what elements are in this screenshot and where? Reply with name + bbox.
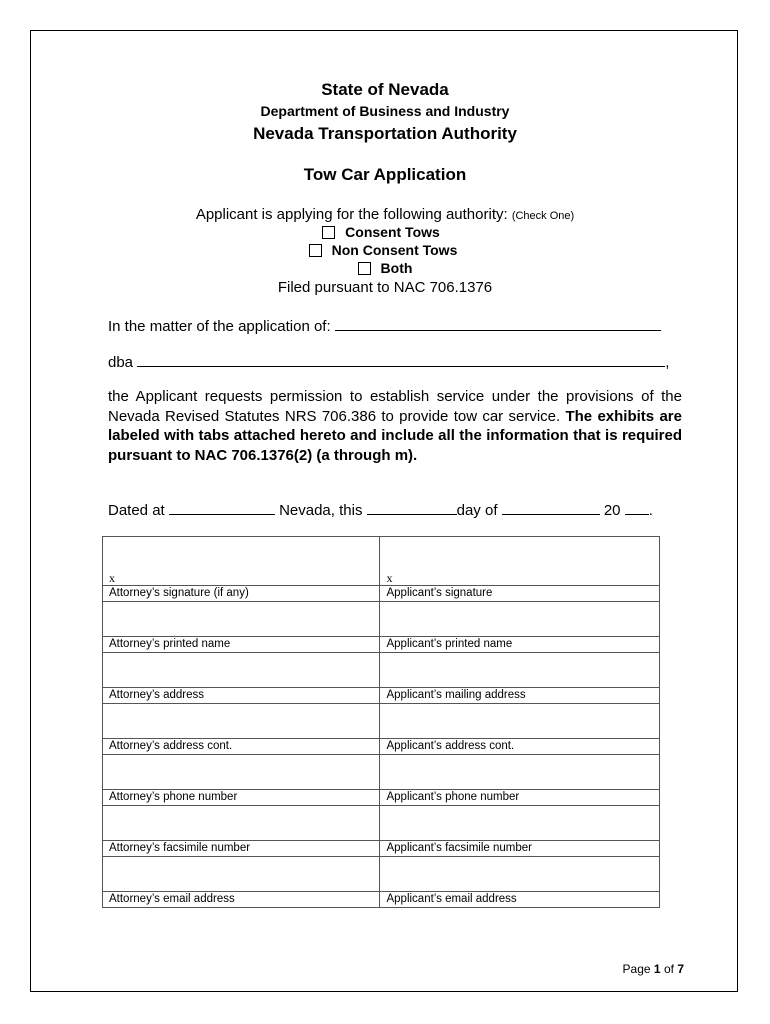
label-row bbox=[103, 841, 660, 857]
applicant-phone-field[interactable] bbox=[380, 755, 660, 790]
label-row bbox=[103, 892, 660, 908]
department-title: Department of Business and Industry bbox=[260, 103, 510, 119]
applicant-printed-name-field[interactable] bbox=[380, 602, 660, 637]
dated-at-label: Dated at bbox=[108, 502, 165, 519]
body-text: the Applicant requests permission to establish service under the provisions of the Nevada Revised Statutes NRS 706.386 to provide tow car service. bbox=[108, 388, 682, 425]
label-row bbox=[103, 790, 660, 806]
label-row bbox=[103, 637, 660, 653]
filed-pursuant: Filed pursuant to NAC 706.1376 bbox=[277, 279, 493, 296]
year-input[interactable] bbox=[625, 500, 649, 515]
attorney-printed-name-field[interactable] bbox=[103, 602, 380, 637]
month-input[interactable] bbox=[502, 500, 600, 515]
field-row bbox=[103, 704, 660, 739]
form-title: Tow Car Application bbox=[303, 165, 467, 184]
option-non-consent[interactable] bbox=[0, 242, 768, 262]
page-total: 7 bbox=[677, 962, 684, 976]
applicant-address-cont-field[interactable] bbox=[380, 704, 660, 739]
non-consent-label: Non Consent Tows bbox=[331, 242, 458, 258]
applicant-mailing-address-field[interactable] bbox=[380, 653, 660, 688]
attorney-address-cont-field[interactable] bbox=[103, 704, 380, 739]
applicant-printed-name-label: Applicant’s printed name bbox=[380, 637, 660, 653]
dba-line bbox=[108, 352, 669, 371]
attorney-signature-field[interactable] bbox=[103, 537, 380, 586]
dba-comma: , bbox=[665, 354, 670, 371]
label-row bbox=[103, 586, 660, 602]
applicant-name-input[interactable] bbox=[335, 316, 661, 331]
applicant-address-cont-label: Applicant’s address cont. bbox=[380, 739, 660, 755]
body-bold-text: The exhibits are labeled with tabs attached hereto and include all the information that is required pursuant to NAC 706.1376(2) (a through m). bbox=[108, 407, 682, 464]
attorney-printed-name-label: Attorney’s printed name bbox=[103, 637, 380, 653]
applicant-email-field[interactable] bbox=[380, 857, 660, 892]
both-label: Both bbox=[380, 260, 413, 276]
day-input[interactable] bbox=[367, 500, 457, 515]
page-current: 1 bbox=[653, 962, 661, 976]
label-row bbox=[103, 739, 660, 755]
applicant-email-label: Applicant’s email address bbox=[380, 892, 660, 908]
page-number bbox=[623, 962, 684, 976]
field-row bbox=[103, 602, 660, 637]
attorney-signature-label: Attorney’s signature (if any) bbox=[103, 586, 380, 602]
applicant-signature-label: Applicant’s signature bbox=[380, 586, 660, 602]
dated-city-input[interactable] bbox=[169, 500, 275, 515]
dated-line bbox=[108, 500, 653, 519]
x-mark: x bbox=[109, 571, 115, 585]
state-title: State of Nevada bbox=[321, 80, 449, 99]
signature-table bbox=[102, 536, 660, 908]
label-row bbox=[103, 688, 660, 704]
applicant-mailing-address-label: Applicant’s mailing address bbox=[380, 688, 660, 704]
day-of-label: day of bbox=[456, 502, 498, 519]
attorney-email-field[interactable] bbox=[103, 857, 380, 892]
option-consent[interactable] bbox=[0, 224, 766, 244]
option-both[interactable] bbox=[0, 260, 770, 280]
applicant-phone-label: Applicant’s phone number bbox=[380, 790, 660, 806]
attorney-address-cont-label: Attorney’s address cont. bbox=[103, 739, 380, 755]
applicant-signature-field[interactable] bbox=[380, 537, 660, 586]
field-row bbox=[103, 857, 660, 892]
attorney-phone-label: Attorney’s phone number bbox=[103, 790, 380, 806]
dba-input[interactable] bbox=[137, 352, 665, 367]
x-mark: x bbox=[386, 571, 393, 585]
applicant-fax-field[interactable] bbox=[380, 806, 660, 841]
applicant-fax-label: Applicant’s facsimile number bbox=[380, 841, 660, 857]
page-word: Page bbox=[622, 962, 651, 976]
attorney-fax-label: Attorney’s facsimile number bbox=[103, 841, 380, 857]
attorney-phone-field[interactable] bbox=[103, 755, 380, 790]
consent-checkbox[interactable] bbox=[322, 226, 335, 239]
of-word: of bbox=[663, 962, 674, 976]
field-row bbox=[103, 653, 660, 688]
both-checkbox[interactable] bbox=[358, 262, 371, 275]
nevada-this-label: Nevada, this bbox=[279, 502, 363, 519]
attorney-email-label: Attorney’s email address bbox=[103, 892, 380, 908]
matter-line bbox=[108, 316, 661, 335]
check-one-hint: (Check One) bbox=[511, 210, 575, 222]
field-row bbox=[103, 806, 660, 841]
year-prefix: 20 bbox=[603, 502, 621, 519]
attorney-address-label: Attorney’s address bbox=[103, 688, 380, 704]
authority-prompt bbox=[0, 206, 770, 223]
authority-title: Nevada Transportation Authority bbox=[253, 124, 517, 143]
dated-period: . bbox=[648, 502, 653, 519]
signature-field-row bbox=[103, 537, 660, 586]
attorney-fax-field[interactable] bbox=[103, 806, 380, 841]
attorney-address-field[interactable] bbox=[103, 653, 380, 688]
dba-label: dba bbox=[108, 354, 134, 371]
matter-label: In the matter of the application of: bbox=[108, 318, 331, 335]
non-consent-checkbox[interactable] bbox=[309, 244, 322, 257]
authority-prompt-text: Applicant is applying for the following authority: bbox=[195, 206, 508, 223]
field-row bbox=[103, 755, 660, 790]
body-paragraph bbox=[108, 387, 682, 465]
consent-label: Consent Tows bbox=[345, 224, 440, 240]
